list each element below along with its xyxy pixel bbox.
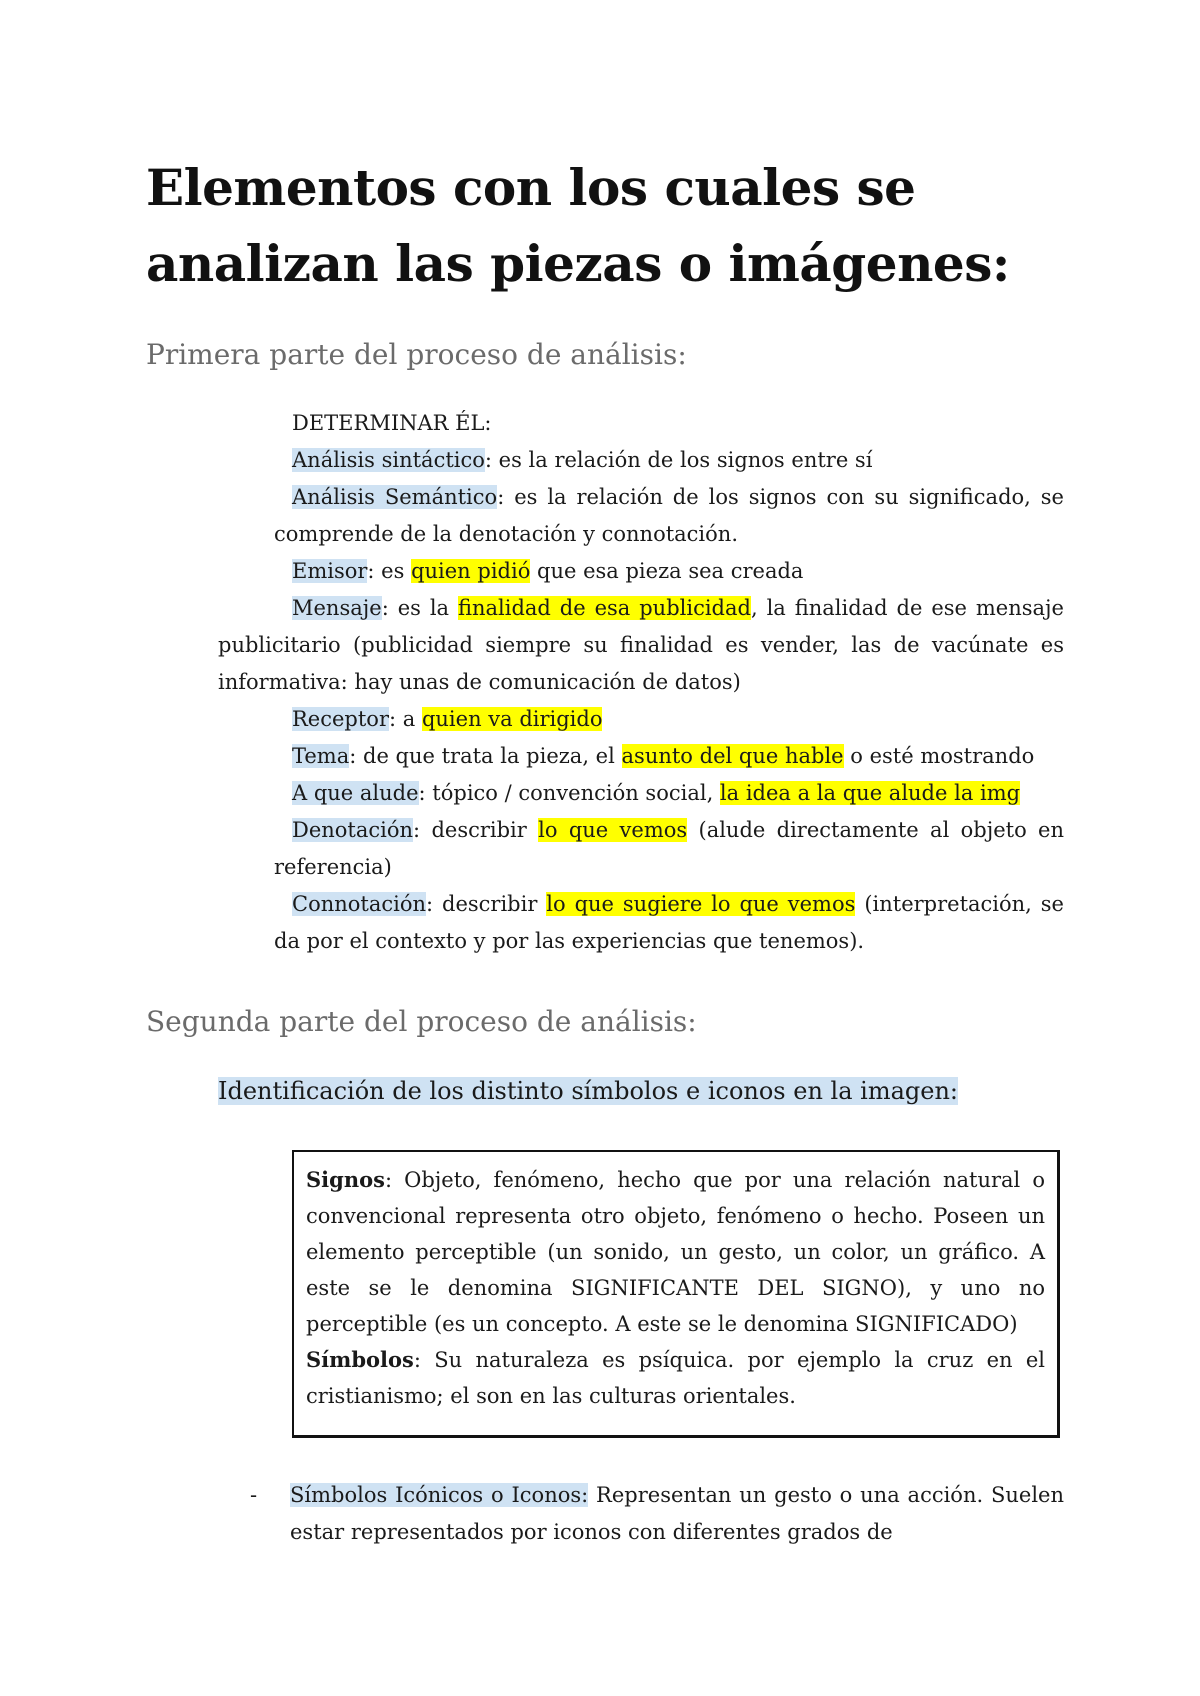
item-analisis-semantico: Análisis Semántico: es la relación de los signos con su significado, se comprende de la denotación y connotación. bbox=[274, 485, 1064, 546]
term-label: Tema bbox=[292, 744, 350, 768]
document-title: Elementos con los cuales se analizan las piezas o imágenes: bbox=[146, 158, 1010, 293]
item-a-que-alude: A que alude: tópico / convención social, la idea a la que alude la img bbox=[292, 781, 1021, 805]
section-heading-first: Primera parte del proceso de análisis: bbox=[146, 338, 687, 371]
item-emisor: Emisor: es quien pidió que esa pieza sea creada bbox=[292, 559, 804, 583]
list-bullet: - bbox=[250, 1483, 258, 1507]
item-receptor: Receptor: a quien va dirigido bbox=[292, 707, 603, 731]
term-label: Connotación bbox=[292, 892, 427, 916]
identification-heading bbox=[218, 1071, 958, 1111]
highlight: quien va dirigido bbox=[421, 707, 603, 731]
highlight: la idea a la que alude la img bbox=[719, 781, 1021, 805]
determinar-heading: DETERMINAR ÉL: bbox=[292, 411, 492, 435]
term-label: A que alude bbox=[292, 781, 419, 805]
highlight: lo que sugiere lo que vemos bbox=[546, 892, 856, 916]
term-signos: Signos bbox=[306, 1167, 385, 1192]
term-label: Mensaje bbox=[292, 596, 382, 620]
highlight: lo que vemos bbox=[538, 818, 688, 842]
item-tema: Tema: de que trata la pieza, el asunto del que hable o esté mostrando bbox=[292, 744, 1035, 768]
term-label: Denotación bbox=[292, 818, 414, 842]
definition-simbolos: Símbolos: Su naturaleza es psíquica. por ejemplo la cruz en el cristianismo; el son en las culturas orientales. bbox=[306, 1347, 1045, 1408]
term-simbolos: Símbolos bbox=[306, 1347, 414, 1372]
term-label: Análisis sintáctico bbox=[292, 448, 485, 472]
item-denotacion: Denotación: describir lo que vemos (alude directamente al objeto en referencia) bbox=[274, 818, 1064, 879]
highlight: quien pidió bbox=[411, 559, 531, 583]
definition-signos: Signos: Objeto, fenómeno, hecho que por una relación natural o convencional representa otro objeto, fenómeno o hecho. Poseen un elemento perceptible (un sonido, un gesto, un color, un gráfico. A este se le denomina SIGNIFICANTE DEL SIGNO), y uno no perceptible (es un concepto. A este se le denomina SIGNIFICADO) bbox=[306, 1167, 1045, 1336]
item-connotacion: Connotación: describir lo que sugiere lo que vemos (interpretación, se da por el contexto y por las experiencias que tenemos). bbox=[274, 892, 1064, 953]
item-analisis-sintactico: Análisis sintáctico: es la relación de los signos entre sí bbox=[292, 448, 873, 472]
highlight: asunto del que hable bbox=[621, 744, 844, 768]
term-label: Símbolos Icónicos o Iconos: bbox=[290, 1483, 589, 1507]
term-label: Emisor bbox=[292, 559, 368, 583]
term-label: Análisis Semántico bbox=[292, 485, 498, 509]
section-heading-second: Segunda parte del proceso de análisis: bbox=[146, 1005, 697, 1038]
item-mensaje: Mensaje: es la finalidad de esa publicidad, la finalidad de ese mensaje publicitario (publicidad siempre su finalidad es vender, las de vacúnate es informativa: hay unas de comunicación de datos) bbox=[218, 596, 1064, 694]
highlight: finalidad de esa publicidad bbox=[457, 596, 751, 620]
term-label: Receptor bbox=[292, 707, 389, 731]
definition-box bbox=[292, 1150, 1060, 1438]
list-item-iconicos: Símbolos Icónicos o Iconos: Representan un gesto o una acción. Suelen estar representados por iconos con diferentes grados de bbox=[290, 1483, 1064, 1544]
identification-heading-text: Identificación de los distinto símbolos e iconos en la imagen: bbox=[218, 1077, 958, 1105]
